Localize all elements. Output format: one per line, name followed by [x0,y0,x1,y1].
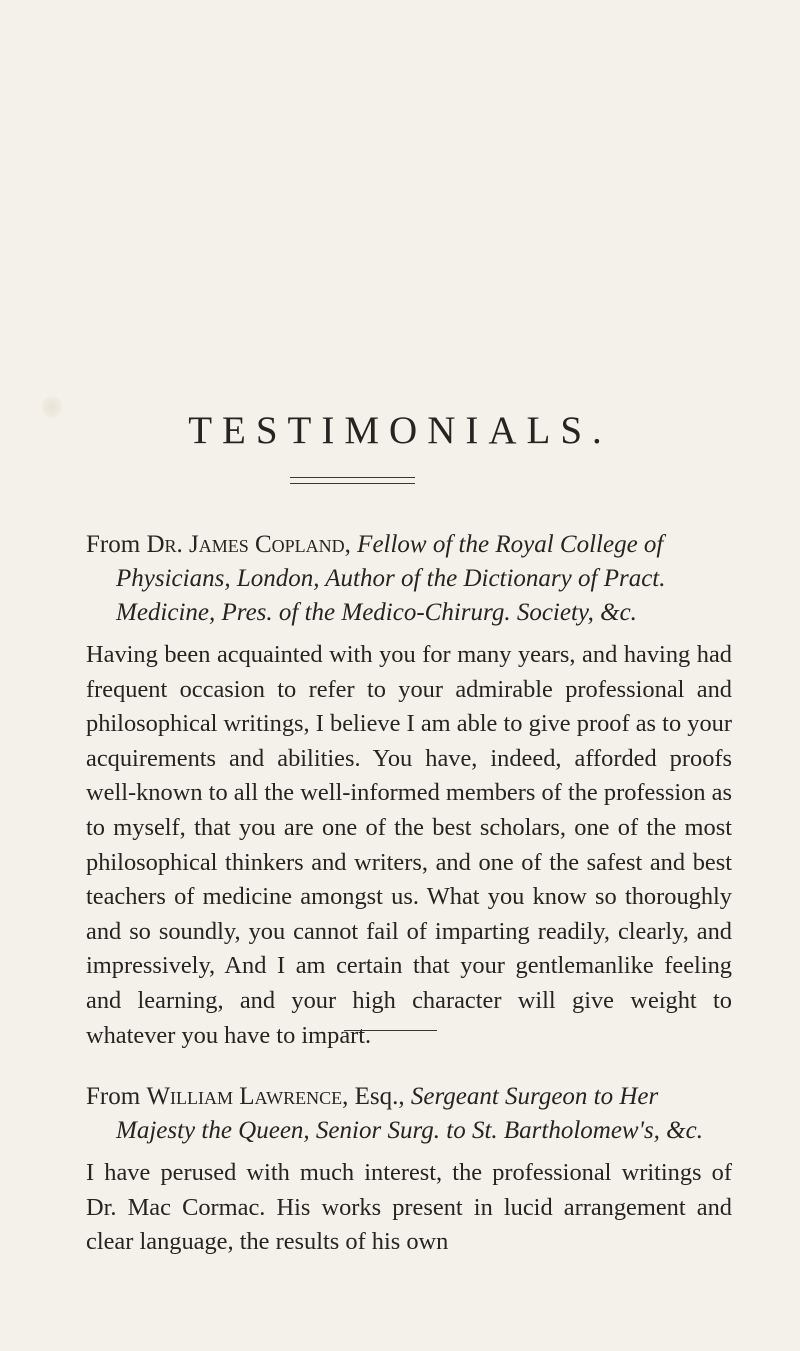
single-rule-divider [344,1030,437,1031]
testimonial-text: Having been acquainted with you for many years, and having had frequent occasion to refer to your admirable professional and philosophical writings, I believe I am able to give proof as to your acquirements and abilities. You have, indeed, afforded proofs well-known to all the well-informed members of the profession as to myself, that you are one of the best scholars, one of the most philosophical thinkers and writers, and one of the safest and best teachers of medicine amongst us. What you know so thoroughly and so soundly, you cannot fail of imparting readily, clearly, and impressively, And I am certain that your gentlemanlike feeling and learning, and your high character will give weight to whatever you have to impart. [86,641,732,1049]
author-credentials: Fellow of the Royal College of Physicians, London, Author of the Dictionary of Pract. Medicine, Pres. of the Medico-Chirurg. Society, &c. [116,531,666,626]
author-name: Dr. James Copland, [146,531,351,558]
testimonial-lawrence [86,1080,732,1260]
testimonial-text: I have perused with much interest, the professional writings of Dr. Mac Cormac. His works present in lucid arrangement and clear language, the results of his own [86,1159,732,1256]
testimonial-copland [86,528,732,1053]
author-suffix: Esq., [354,1083,405,1110]
page-title: TESTIMONIALS. [188,409,612,453]
attribution-from: From [86,1083,141,1110]
testimonial-attribution [86,528,732,630]
author-name: William Lawrence, [146,1083,349,1110]
double-rule-divider [290,477,415,484]
attribution-from: From [86,531,141,558]
testimonial-attribution [86,1080,732,1148]
author-credentials: Sergeant Surgeon to Her Majesty the Queen, Senior Surg. to St. Bartholomew's, &c. [116,1083,703,1144]
